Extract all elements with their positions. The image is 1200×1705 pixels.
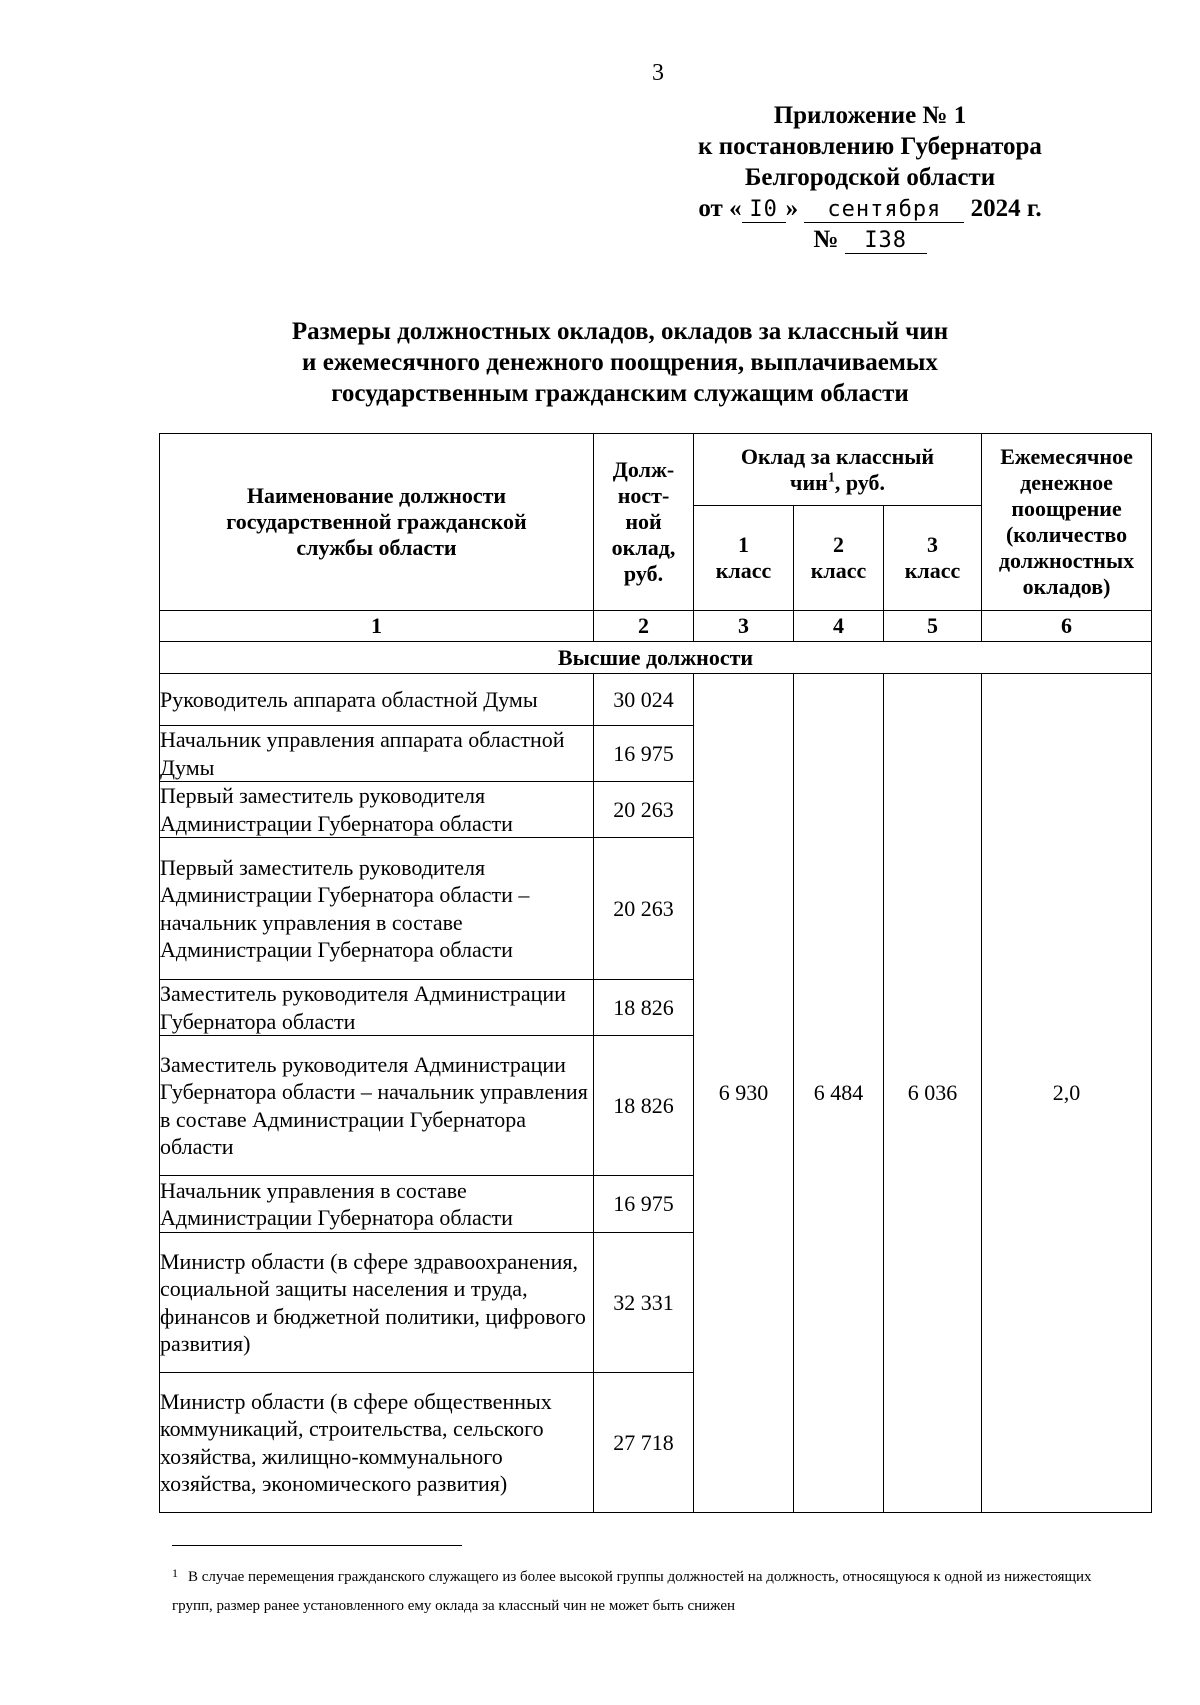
appendix-number-line (600, 224, 1140, 255)
number-value: I38 (845, 229, 927, 254)
position-salary: 30 024 (594, 674, 694, 726)
header-class-2: 2 класс (794, 506, 884, 611)
header-position: Наименование должности государственной гражданской службы области (160, 434, 594, 611)
section-row (160, 642, 1152, 674)
position-name: Министр области (в сфере здравоохранения, социальной защиты населения и труда, финансов и бюджетной политики, цифрового развития) (160, 1233, 594, 1373)
number-prefix: № (813, 226, 839, 253)
class-1-value: 6 930 (694, 674, 794, 1513)
header-salary: Долж-ност-ной оклад, руб. (594, 434, 694, 611)
footnote-separator (172, 1545, 462, 1546)
date-prefix: от « (698, 195, 742, 222)
header-class-1: 1 класс (694, 506, 794, 611)
date-year: 2024 (970, 195, 1021, 222)
appendix-line-1: Приложение № 1 (773, 102, 967, 129)
column-number: 2 (594, 611, 694, 642)
header-class-rank-text: Оклад за классный чин (740, 443, 935, 495)
date-mid: » (785, 195, 799, 222)
table-row (160, 674, 1152, 726)
header-class-rank-unit: , руб. (834, 469, 885, 495)
title-line-1: Размеры должностных окладов, окладов за классный чин (291, 318, 949, 345)
column-number: 1 (160, 611, 594, 642)
date-suffix: г. (1026, 195, 1042, 222)
column-number: 4 (794, 611, 884, 642)
class-3-value: 6 036 (884, 674, 982, 1513)
position-name: Министр области (в сфере общественных коммуникаций, строительства, сельского хозяйства, жилищно-коммунального хозяйства, экономического развития) (160, 1373, 594, 1513)
column-number: 5 (884, 611, 982, 642)
position-salary: 18 826 (594, 980, 694, 1036)
position-salary: 20 263 (594, 838, 694, 980)
position-name: Первый заместитель руководителя Администрации Губернатора области (160, 782, 594, 838)
position-name: Руководитель аппарата областной Думы (160, 674, 594, 726)
position-salary: 20 263 (594, 782, 694, 838)
title-line-3: государственным гражданским служащим области (331, 380, 909, 407)
date-month: сентября (804, 198, 964, 223)
document-title (180, 316, 1060, 409)
position-name: Заместитель руководителя Администрации Губернатора области – начальник управления в составе Администрации Губернатора области (160, 1036, 594, 1176)
position-salary: 27 718 (594, 1373, 694, 1513)
position-name: Заместитель руководителя Администрации Губернатора области (160, 980, 594, 1036)
footnote-text: В случае перемещения гражданского служащего из более высокой группы должностей на должность, относящуюся к одной из нижестоящих групп, размер ранее установленного ему оклада за классный чин не может быть снижен (172, 1569, 1092, 1614)
position-name: Начальник управления в составе Администрации Губернатора области (160, 1176, 594, 1233)
title-line-2: и ежемесячного денежного поощрения, выплачиваемых (302, 349, 938, 376)
footnote-ref: 1 (827, 470, 835, 486)
appendix-date-line (600, 193, 1140, 224)
position-name: Начальник управления аппарата областной Думы (160, 726, 594, 782)
position-salary: 16 975 (594, 1176, 694, 1233)
bonus-value: 2,0 (982, 674, 1152, 1513)
footnote-mark: 1 (172, 1566, 178, 1580)
position-name: Первый заместитель руководителя Администрации Губернатора области – начальник управления в составе Администрации Губернатора области (160, 838, 594, 980)
page-number: 3 (652, 60, 664, 86)
position-salary: 16 975 (594, 726, 694, 782)
header-bonus: Ежемесячное денежное поощрение (количество должностных окладов) (982, 434, 1152, 611)
position-salary: 18 826 (594, 1036, 694, 1176)
footnote (172, 1563, 1122, 1621)
appendix-block (600, 100, 1140, 255)
column-number-row (160, 611, 1152, 642)
section-title: Высшие должности (160, 642, 1152, 674)
date-day: I0 (742, 198, 786, 223)
class-2-value: 6 484 (794, 674, 884, 1513)
appendix-line-2: к постановлению Губернатора (698, 133, 1042, 160)
salary-table (159, 433, 1152, 1513)
column-number: 3 (694, 611, 794, 642)
column-number: 6 (982, 611, 1152, 642)
header-class-rank (694, 434, 982, 506)
header-class-3: 3 класс (884, 506, 982, 611)
appendix-line-3: Белгородской области (744, 164, 996, 191)
position-salary: 32 331 (594, 1233, 694, 1373)
